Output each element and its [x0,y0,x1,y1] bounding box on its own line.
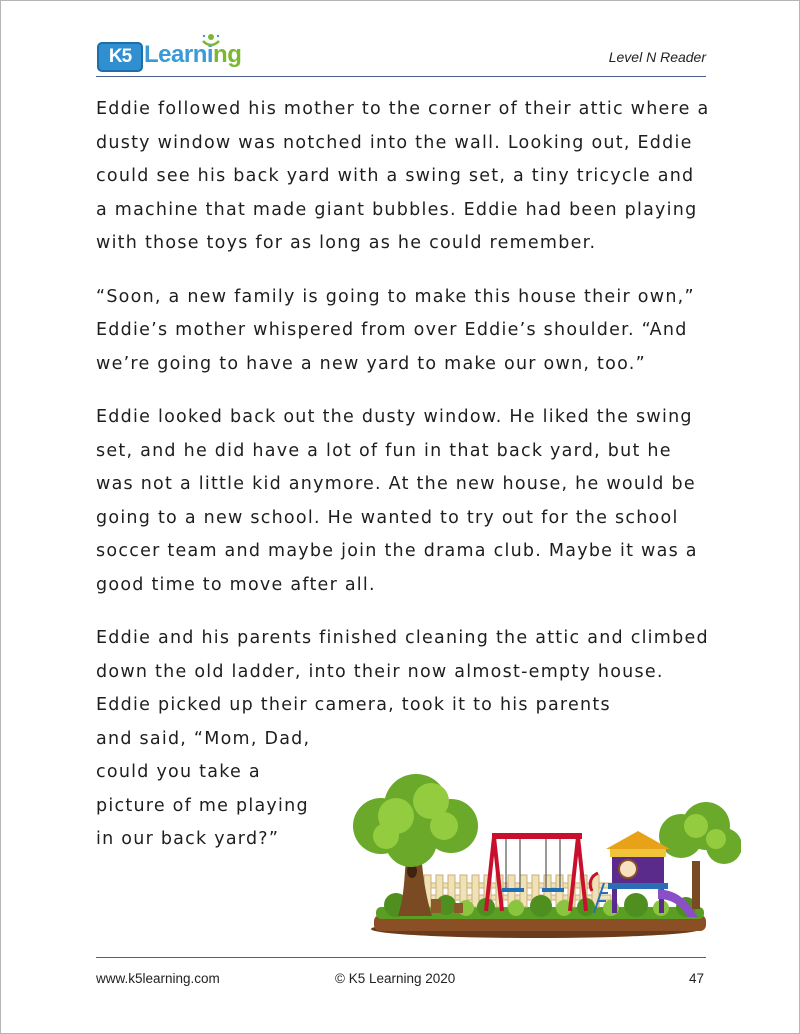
k5-learning-logo [97,39,243,75]
story-paragraph-3: Eddie looked back out the dusty window. He liked the swing set, and he did have a lot of fun in that back yard, but he was not a little kid anymore. At the new house, he would be going to a new school. He wanted to try out for the school soccer team and maybe join the drama club. Maybe it was a good time to move after all. [96,407,698,595]
logo-wordmark [144,41,241,69]
reader-level: Level N Reader [608,49,706,65]
logo-k5-badge: K5 [97,42,143,72]
story-text [96,93,711,857]
footer-copyright: © K5 Learning 2020 [335,971,456,986]
logo-word-accent: ng [213,41,242,68]
backyard-playground-illustration [336,771,741,941]
story-paragraph-2: “Soon, a new family is going to make this house their own,” Eddie’s mother whispered from over Eddie’s shoulder. “And we’re going to have a new yard to make our own, too.” [96,286,695,374]
page-number: 47 [688,971,704,986]
footer-website: www.k5learning.com [96,971,220,986]
logo-word-main: Learni [144,41,214,68]
story-paragraph-4: Eddie and his parents finished cleaning the attic and climbed down the old ladder, into their now almost-empty house. Eddie picked up their camera, took it to his parents [96,628,709,715]
story-paragraph-4-continued: and said, “Mom, Dad, could you take a picture of me playing in our back yard?” [96,728,311,849]
header-rule [96,76,706,77]
footer-rule [96,957,706,958]
story-paragraph-1: Eddie followed his mother to the corner of their attic where a dusty window was notched into the wall. Looking out, Eddie could see his back yard with a swing set, a tiny tricycle and a machine that made giant bubbles. Eddie had been playing with those toys for as long as he could remember. [96,99,710,253]
logo-figure-icon [201,33,221,49]
